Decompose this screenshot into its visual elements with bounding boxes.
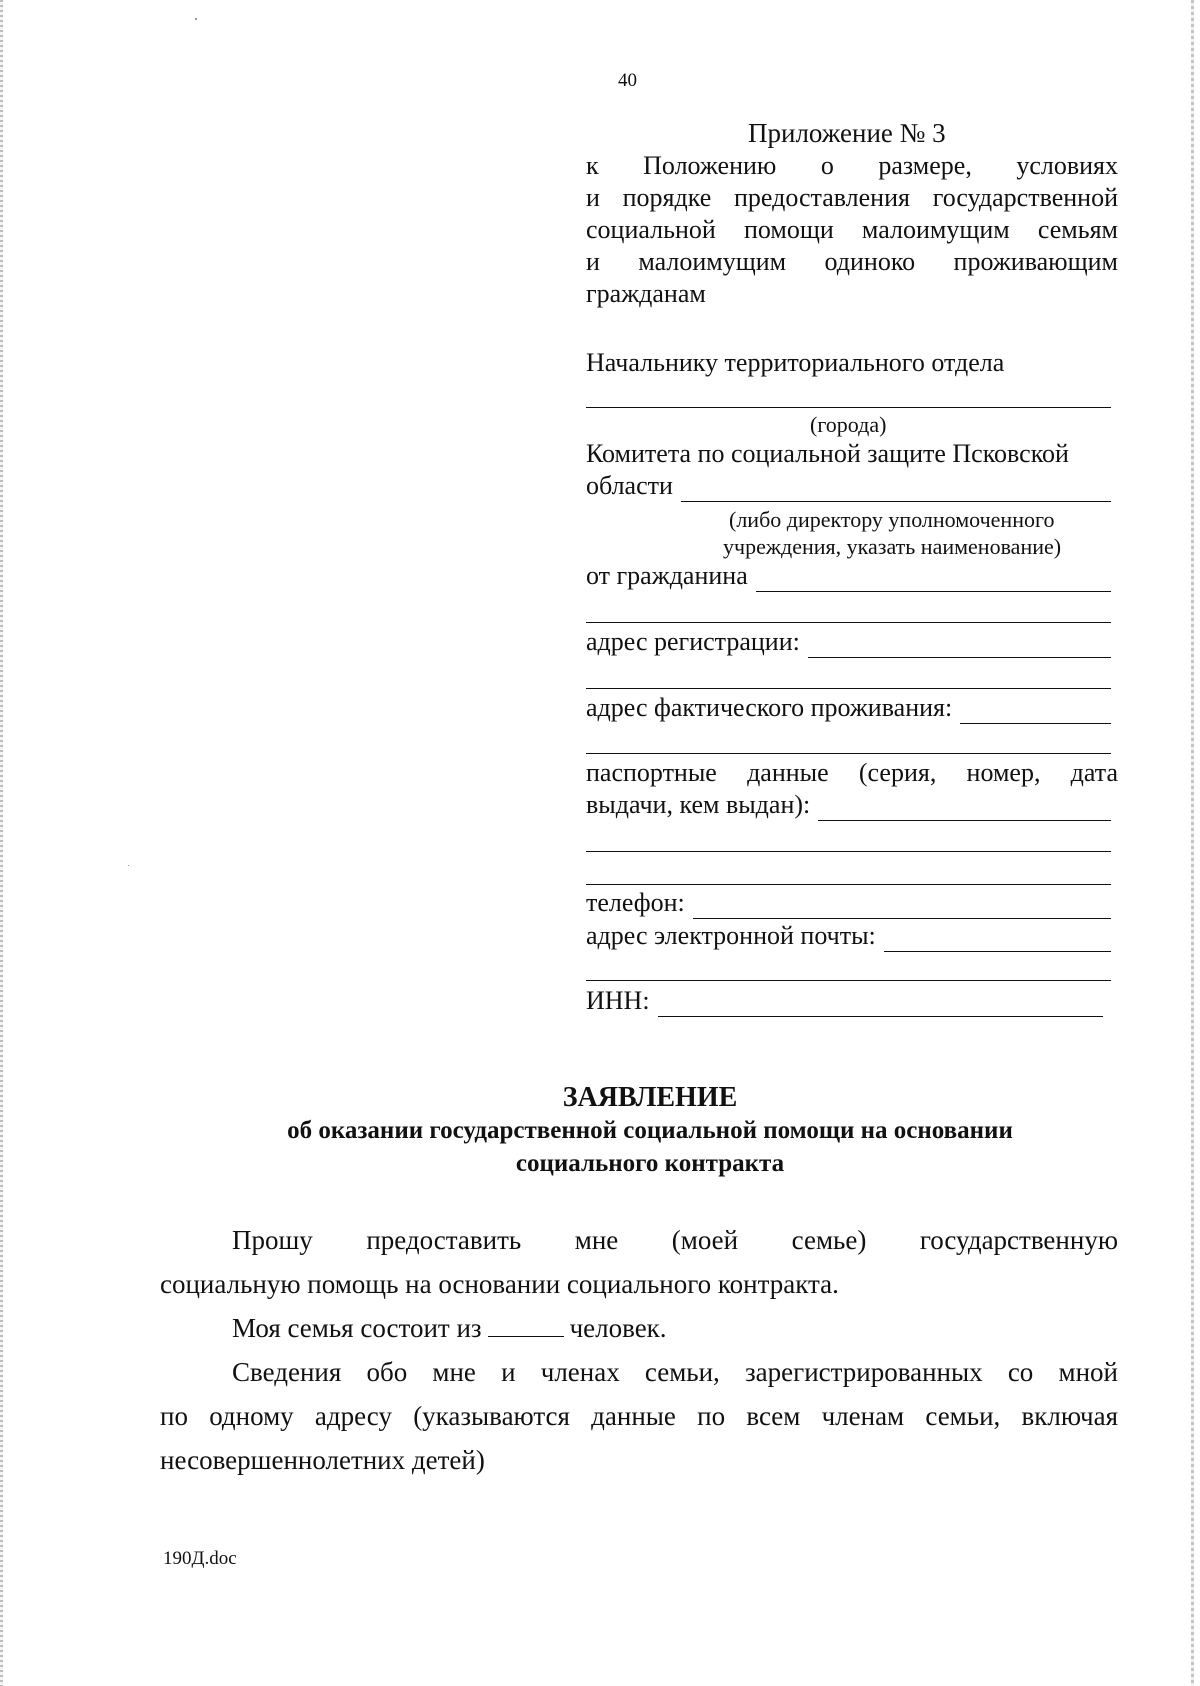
family-size-unit: человек.	[569, 1313, 667, 1343]
city-note: (города)	[810, 412, 887, 437]
committee-region-field[interactable]	[681, 477, 1111, 502]
passport-label-2: выдачи, кем выдан):	[586, 790, 811, 819]
email-field-2[interactable]	[586, 980, 1111, 981]
appendix-title: Приложение № 3	[748, 118, 946, 148]
appendix-line: и малоимущим одиноко проживающим	[586, 247, 1118, 276]
family-info-line-2: по одному адресу (указываются данные по всем членам семьи, включая	[160, 1401, 1118, 1431]
appendix-line: гражданам	[586, 279, 706, 308]
citizen-name-field[interactable]	[756, 567, 1111, 592]
director-note: (либо директору уполномоченного	[729, 507, 1055, 532]
passport-label: паспортные данные (серия, номер, дата	[586, 758, 1118, 787]
statement-body	[160, 1218, 1118, 1482]
page-number: 40	[618, 70, 637, 91]
email-field[interactable]	[884, 927, 1111, 952]
passport-row	[586, 789, 1111, 821]
committee-region-label: области	[586, 471, 673, 500]
request-line-1: Прошу предоставить мне (моей семье) государственную	[232, 1225, 1118, 1255]
actual-address-field[interactable]	[960, 699, 1111, 724]
family-size-label: Моя семья состоит из	[232, 1313, 482, 1343]
inn-row	[586, 985, 1103, 1017]
email-row	[586, 920, 1111, 952]
phone-field[interactable]	[693, 894, 1111, 919]
appendix-reference	[586, 150, 1118, 310]
passport-field-2[interactable]	[586, 851, 1111, 852]
scan-edge-left	[0, 0, 3, 1686]
director-note: учреждения, указать наименование)	[723, 534, 1062, 559]
committee-region-row	[586, 470, 1111, 502]
passport-field[interactable]	[818, 796, 1111, 821]
appendix-line: к Положению о размере, условиях	[586, 151, 1118, 180]
inn-label: ИНН:	[586, 986, 650, 1015]
statement-subtitle-2: социального контракта	[515, 1150, 785, 1177]
reg-address-row	[586, 626, 1111, 658]
family-info-line-3: несовершеннолетних детей)	[160, 1445, 485, 1475]
citizen-label: от гражданина	[586, 561, 748, 590]
statement-subtitle: об оказании государственной социальной помощи на основании	[287, 1117, 1013, 1144]
citizen-name-field-2[interactable]	[586, 622, 1111, 623]
committee-line: Комитета по социальной защите Псковской	[586, 439, 1069, 468]
scan-speck	[128, 865, 129, 866]
file-name-footer: 190Д.doc	[163, 1548, 237, 1569]
family-info-line-1: Сведения обо мне и членах семьи, зарегистрированных со мной	[232, 1357, 1118, 1387]
appendix-line: социальной помощи малоимущим семьям	[586, 215, 1118, 244]
statement-title: ЗАЯВЛЕНИЕ	[562, 1082, 738, 1113]
scan-edge-right	[1191, 0, 1194, 1686]
reg-address-field[interactable]	[808, 633, 1111, 658]
reg-address-label: адрес регистрации:	[586, 627, 800, 656]
inn-field[interactable]	[658, 992, 1103, 1017]
email-label: адрес электронной почты:	[586, 921, 876, 950]
family-size-field[interactable]	[488, 1314, 564, 1337]
reg-address-field-2[interactable]	[586, 688, 1111, 689]
phone-row	[586, 887, 1111, 919]
family-size-line	[160, 1306, 1118, 1350]
citizen-row	[586, 560, 1111, 592]
appendix-line: и порядке предоставления государственной	[586, 183, 1118, 212]
actual-address-field-2[interactable]	[586, 753, 1111, 754]
actual-address-label: адрес фактического проживания:	[586, 693, 953, 722]
actual-address-row	[586, 692, 1111, 724]
request-line-2: социальную помощь на основании социального контракта.	[160, 1269, 839, 1299]
phone-label: телефон:	[586, 888, 685, 917]
scan-speck	[195, 18, 197, 20]
to-head-label: Начальнику территориального отдела	[586, 348, 1005, 377]
passport-field-3[interactable]	[586, 884, 1111, 885]
department-name-field[interactable]	[586, 407, 1111, 408]
